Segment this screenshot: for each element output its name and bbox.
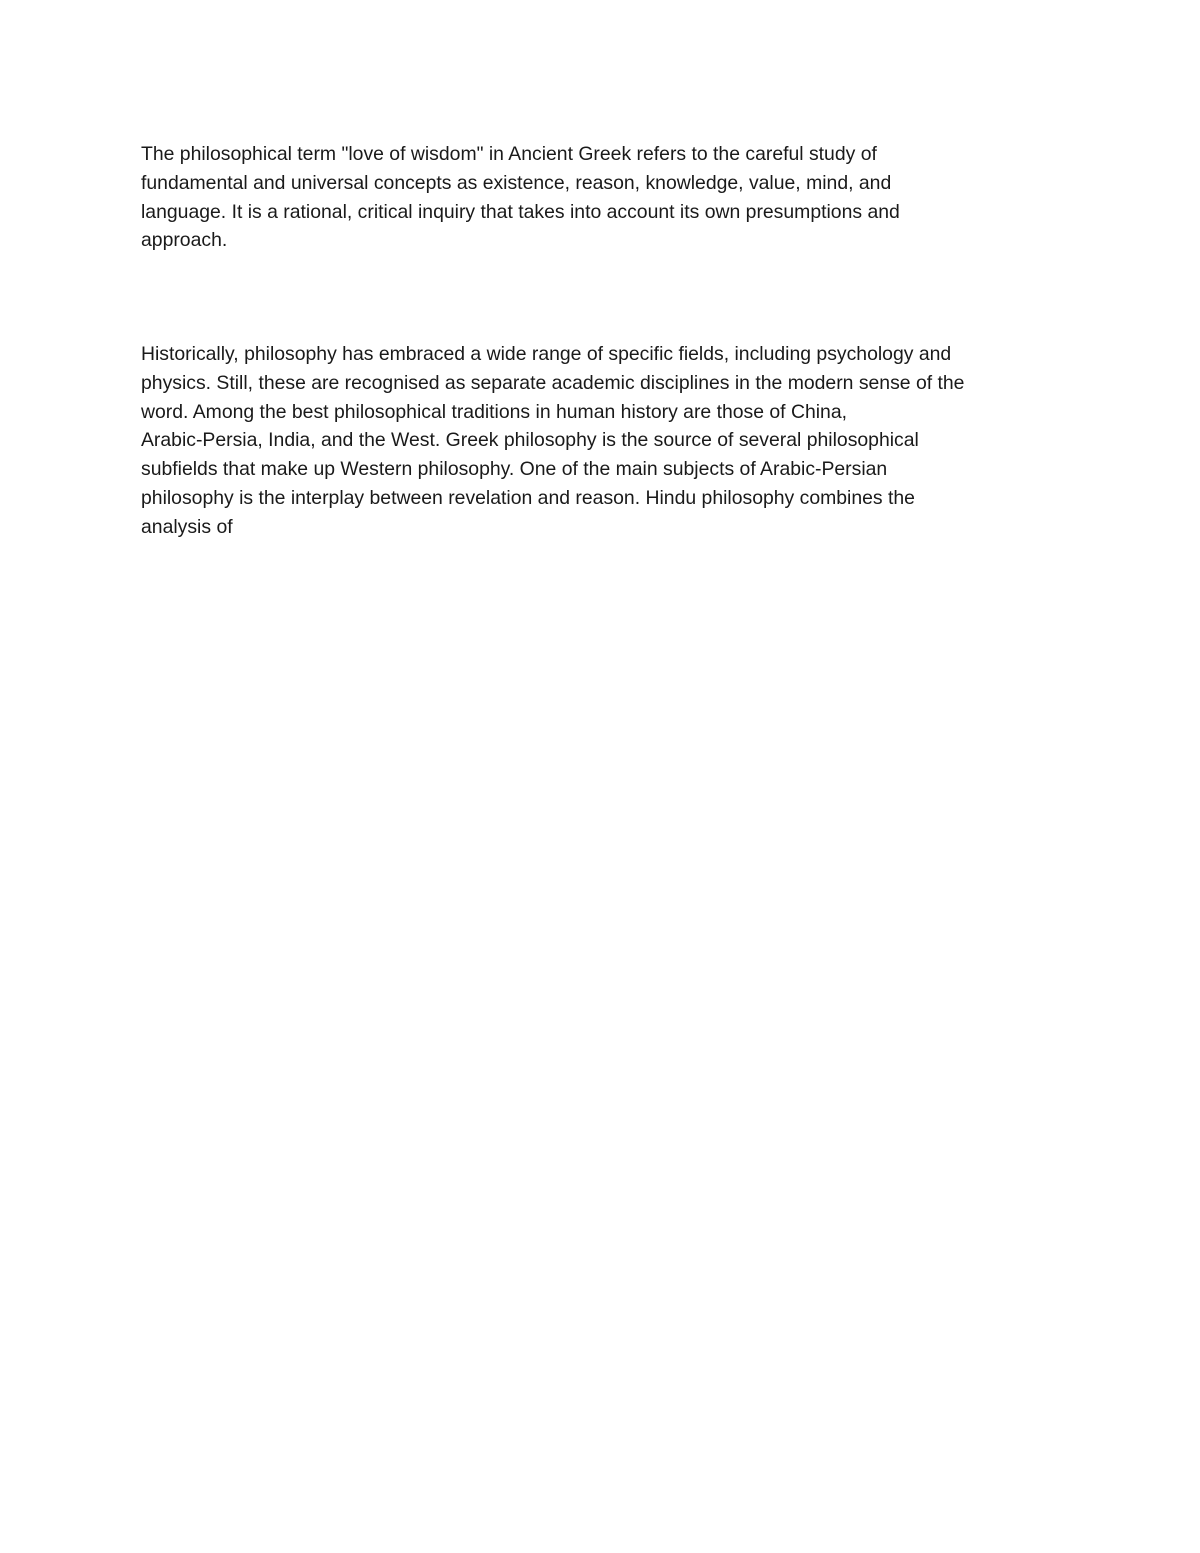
- text-line: Historically, philosophy has embraced a wide range of specific fields, including psychology and: [141, 343, 952, 365]
- text-line: subfields that make up Western philosophy. One of the main subjects of Arabic-Persian: [141, 458, 888, 481]
- text-line: philosophy is the interplay between revelation and reason. Hindu philosophy combines the: [141, 486, 915, 509]
- text-line: language. It is a rational, critical inquiry that takes into account its own presumptions and: [141, 200, 900, 223]
- text-line: approach.: [141, 229, 228, 252]
- text-line: The philosophical term "love of wisdom" in Ancient Greek refers to the careful study of: [141, 143, 877, 165]
- paragraph-history: [141, 340, 1071, 542]
- text-line: fundamental and universal concepts as existence, reason, knowledge, value, mind, and: [141, 171, 892, 194]
- text-line: physics. Still, these are recognised as separate academic disciplines in the modern sense of the: [141, 371, 965, 394]
- text-line: word. Among the best philosophical traditions in human history are those of China,: [141, 400, 848, 423]
- text-line: Arabic-Persia, India, and the West. Greek philosophy is the source of several philosophical: [141, 429, 919, 452]
- text-line: analysis of: [141, 515, 233, 538]
- paragraph-intro: [141, 140, 1071, 255]
